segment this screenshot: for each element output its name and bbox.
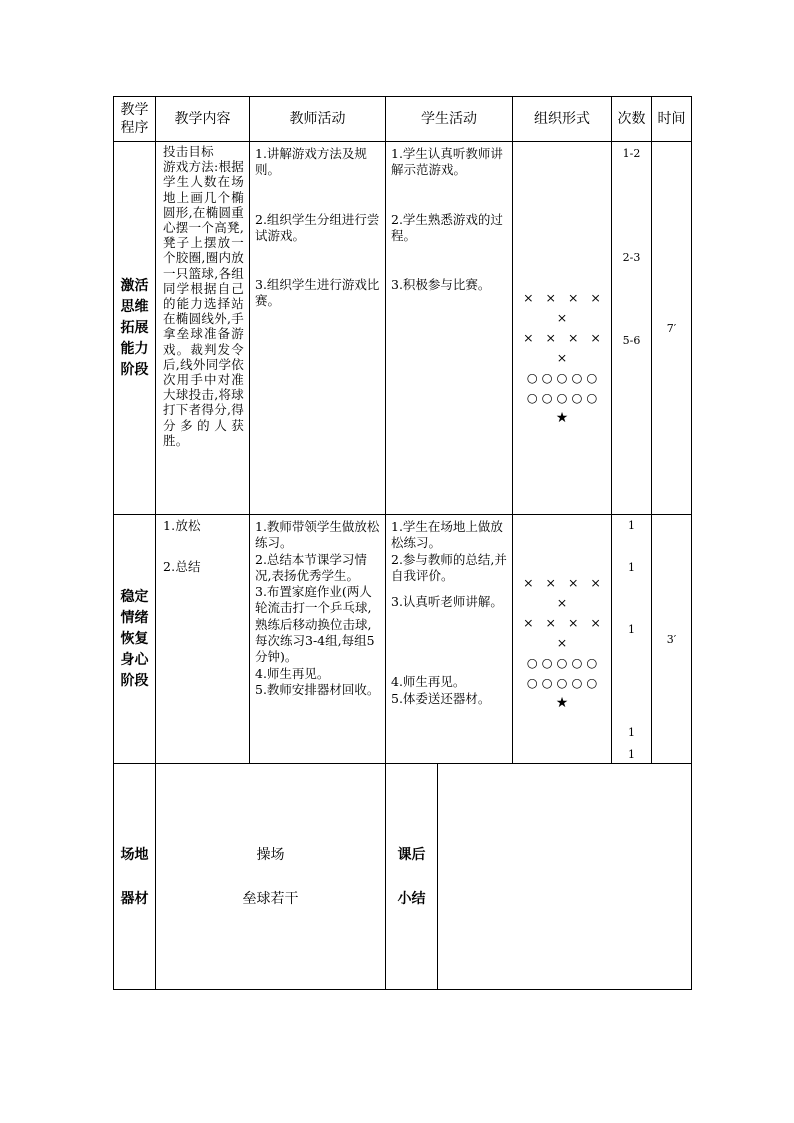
count-value: 1 bbox=[628, 748, 635, 761]
section2-student-item: 4.师生再见。 bbox=[391, 674, 466, 690]
section1-content bbox=[156, 142, 250, 515]
section2-student-item: 3.认真听老师讲解。 bbox=[391, 594, 503, 610]
section2-formation bbox=[513, 515, 612, 764]
section2-student-item: 2.参与教师的总结,并自我评价。 bbox=[391, 551, 507, 583]
section1-row bbox=[114, 142, 692, 515]
header-content: 教学内容 bbox=[156, 97, 250, 142]
section1-time: 7′ bbox=[652, 142, 692, 515]
formation-row: ○○○○○ bbox=[526, 675, 602, 690]
section2-row bbox=[114, 515, 692, 764]
section1-stage-text: 激活思维拓展能力阶段 bbox=[120, 277, 149, 378]
section2-student-item: 5.体委送还器材。 bbox=[391, 690, 491, 706]
section2-teacher-item: 1.教师带领学生做放松练习。 bbox=[255, 519, 380, 551]
count-value: 1 bbox=[628, 726, 635, 739]
count-value: 1 bbox=[628, 519, 635, 532]
section2-time: 3′ bbox=[652, 515, 692, 764]
footer-row bbox=[114, 764, 692, 990]
section2-teacher-item: 3.布置家庭作业(两人轮流击打一个乒乓球,熟练后移动换位击球,每次练习3-4组,每组5分钟)。 bbox=[255, 584, 375, 665]
section2-stage bbox=[114, 515, 156, 764]
section1-stage bbox=[114, 142, 156, 515]
section2-teacher bbox=[250, 515, 386, 764]
section2-counts bbox=[612, 515, 652, 764]
section2-teacher-item: 4.师生再见。 bbox=[255, 665, 330, 681]
count-value: 1 bbox=[628, 623, 635, 636]
count-value: 2-3 bbox=[622, 251, 641, 264]
section1-teacher-item: 3.组织学生进行游戏比赛。 bbox=[255, 277, 380, 309]
section1-student-item: 3.积极参与比赛。 bbox=[391, 277, 491, 293]
lesson-plan-table-wrapper bbox=[113, 96, 692, 990]
section2-content bbox=[156, 515, 250, 764]
section2-student bbox=[386, 515, 513, 764]
lesson-plan-table bbox=[113, 96, 692, 990]
section1-teacher-item: 2.组织学生分组进行尝试游戏。 bbox=[255, 211, 380, 243]
section1-counts bbox=[612, 142, 652, 515]
header-time: 时间 bbox=[652, 97, 692, 142]
summary-label bbox=[386, 764, 438, 990]
formation-row: × × × × × bbox=[523, 615, 605, 650]
venue-content bbox=[156, 764, 386, 990]
header-row bbox=[114, 97, 692, 142]
venue-text: 垒球若干 bbox=[242, 890, 299, 907]
section1-student bbox=[386, 142, 513, 515]
formation-row: ○○○○○ bbox=[526, 370, 602, 385]
venue-label-line: 场地 bbox=[120, 846, 149, 863]
venue-text: 操场 bbox=[256, 846, 285, 863]
section2-content-item: 2.总结 bbox=[163, 559, 201, 575]
section2-teacher-item: 5.教师安排器材回收。 bbox=[255, 681, 380, 697]
section1-teacher bbox=[250, 142, 386, 515]
formation-row: ○○○○○ bbox=[526, 390, 602, 405]
header-organization: 组织形式 bbox=[513, 97, 612, 142]
formation-row: ○○○○○ bbox=[526, 655, 602, 670]
summary-content bbox=[438, 764, 692, 990]
formation-row: × × × × × bbox=[523, 330, 605, 365]
summary-label-line: 课后 bbox=[397, 846, 426, 863]
section1-content-text: 投击目标 游戏方法:根据学生人数在场地上画几个椭圆形,在椭圆重心摆一个高凳,凳子上摆放一个胶圈,圈内放一只篮球,各组同学根据自己的能力选择站在椭圆线外,手拿垒球准备游戏。裁判发令后,线外同学依次用手中对准大球投击,将球打下者得分,得分多的人获胜。 bbox=[163, 144, 244, 448]
section1-formation bbox=[513, 142, 612, 515]
section2-teacher-item: 2.总结本节课学习情况,表扬优秀学生。 bbox=[255, 551, 367, 583]
count-value: 5-6 bbox=[622, 334, 641, 347]
count-value: 1-2 bbox=[622, 147, 641, 160]
teacher-star-icon: ★ bbox=[555, 410, 569, 426]
header-program: 教学程序 bbox=[114, 97, 156, 142]
summary-label-line: 小结 bbox=[397, 890, 426, 907]
count-value: 1 bbox=[628, 561, 635, 574]
section1-student-item: 1.学生认真听教师讲解示范游戏。 bbox=[391, 146, 503, 178]
formation-row: × × × × × bbox=[523, 575, 605, 610]
section2-content-item: 1.放松 bbox=[163, 518, 201, 533]
header-teacher: 教师活动 bbox=[250, 97, 386, 142]
teacher-star-icon: ★ bbox=[555, 695, 569, 711]
section2-student-item: 1.学生在场地上做放松练习。 bbox=[391, 519, 503, 551]
section2-stage-text: 稳定情绪恢复身心阶段 bbox=[120, 588, 149, 689]
section1-student-item: 2.学生熟悉游戏的过程。 bbox=[391, 211, 503, 243]
header-student: 学生活动 bbox=[386, 97, 513, 142]
formation-row: × × × × × bbox=[523, 290, 605, 325]
venue-label-line: 器材 bbox=[120, 890, 149, 907]
header-count: 次数 bbox=[612, 97, 652, 142]
venue-label bbox=[114, 764, 156, 990]
section1-teacher-item: 1.讲解游戏方法及规则。 bbox=[255, 146, 367, 178]
